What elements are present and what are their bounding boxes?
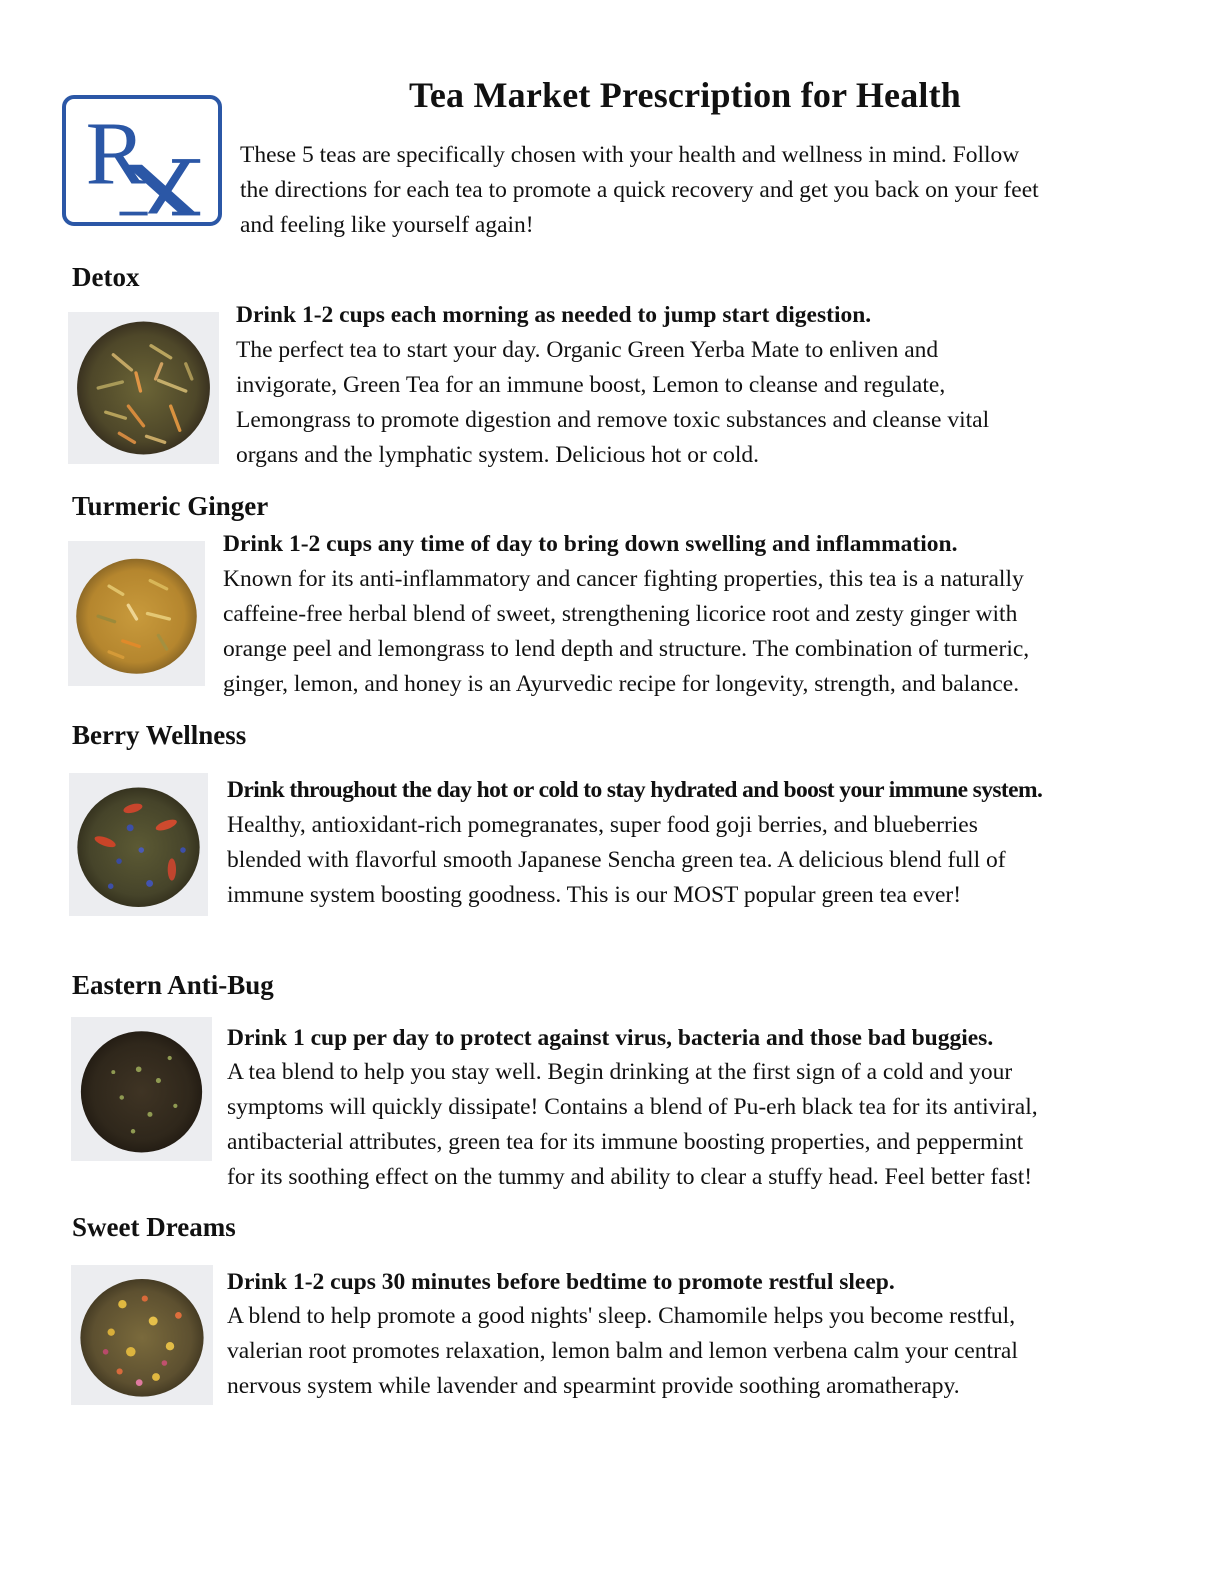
tea-description-line: valerian root promotes relaxation, lemon balm and lemon verbena calm your central — [227, 1338, 1018, 1364]
tea-section-berry-wellness — [227, 773, 1167, 913]
tea-description-line: blended with flavorful smooth Japanese Sencha green tea. A delicious blend full of — [227, 847, 1006, 873]
tea-description-line: Known for its anti-inflammatory and cancer fighting properties, this tea is a naturally — [223, 566, 1024, 592]
tea-section-sweet-dreams — [227, 1266, 1167, 1404]
tea-directions: Drink 1-2 cups each morning as needed to jump start digestion. — [236, 302, 872, 328]
intro-line: These 5 teas are specifically chosen with your health and wellness in mind. Follow — [240, 142, 1020, 168]
tea-description-line: invigorate, Green Tea for an immune boost, Lemon to cleanse and regulate, — [236, 372, 946, 398]
tea-heading-sweet-dreams: Sweet Dreams — [72, 1212, 236, 1242]
intro-paragraph — [240, 138, 1160, 243]
tea-description-line: A tea blend to help you stay well. Begin drinking at the first sign of a cold and your — [227, 1059, 1013, 1085]
tea-description-line: orange peel and lemongrass to lend depth and structure. The combination of turmeric, — [223, 636, 1030, 662]
tea-description-line: nervous system while lavender and spearmint provide soothing aromatherapy. — [227, 1373, 960, 1399]
tea-section-eastern-anti-bug — [227, 1022, 1167, 1195]
rx-symbol-icon — [66, 99, 218, 222]
turmeric-ginger-tea-image — [68, 541, 205, 686]
tea-description-line: caffeine-free herbal blend of sweet, strengthening licorice root and zesty ginger with — [223, 601, 1018, 627]
tea-section-detox — [236, 298, 1176, 473]
tea-description-line: A blend to help promote a good nights' sleep. Chamomile helps you become restful, — [227, 1303, 1016, 1329]
eastern-anti-bug-tea-image — [71, 1017, 212, 1161]
tea-heading-detox: Detox — [72, 262, 140, 292]
tea-description-line: Healthy, antioxidant-rich pomegranates, super food goji berries, and blueberries — [227, 812, 978, 838]
rx-logo — [62, 95, 222, 226]
page-title: Tea Market Prescription for Health — [408, 75, 962, 115]
intro-line: the directions for each tea to promote a quick recovery and get you back on your feet — [240, 177, 1039, 203]
berry-wellness-tea-image — [69, 773, 208, 916]
tea-description-line: for its soothing effect on the tummy and ability to clear a stuffy head. Feel better fast! — [227, 1164, 1033, 1190]
tea-directions: Drink 1-2 cups any time of day to bring down swelling and inflammation. — [223, 531, 958, 557]
tea-directions: Drink throughout the day hot or cold to stay hydrated and boost your immune system. — [227, 777, 1043, 803]
tea-description-line: The perfect tea to start your day. Organic Green Yerba Mate to enliven and — [236, 337, 939, 363]
sweet-dreams-tea-image — [71, 1265, 213, 1405]
tea-description-line: antibacterial attributes, green tea for its immune boosting properties, and peppermint — [227, 1129, 1024, 1155]
tea-description-line: Lemongrass to promote digestion and remove toxic substances and cleanse vital — [236, 407, 990, 433]
tea-description-line: ginger, lemon, and honey is an Ayurvedic recipe for longevity, strength, and balance. — [223, 671, 1020, 697]
svg-text:R: R — [85, 104, 146, 204]
tea-directions: Drink 1 cup per day to protect against virus, bacteria and those bad buggies. — [227, 1025, 994, 1051]
intro-line: and feeling like yourself again! — [240, 212, 534, 238]
tea-directions: Drink 1-2 cups 30 minutes before bedtime to promote restful sleep. — [227, 1269, 895, 1295]
tea-description-line: organs and the lymphatic system. Delicious hot or cold. — [236, 442, 760, 468]
tea-heading-berry-wellness: Berry Wellness — [72, 720, 247, 750]
tea-heading-turmeric-ginger: Turmeric Ginger — [72, 491, 269, 521]
tea-heading-eastern-anti-bug: Eastern Anti-Bug — [72, 970, 274, 1000]
tea-section-turmeric-ginger — [223, 527, 1163, 702]
tea-description-line: immune system boosting goodness. This is our MOST popular green tea ever! — [227, 882, 962, 908]
tea-description-line: symptoms will quickly dissipate! Contains a blend of Pu-erh black tea for its antiviral, — [227, 1094, 1038, 1120]
detox-tea-image — [68, 312, 219, 464]
